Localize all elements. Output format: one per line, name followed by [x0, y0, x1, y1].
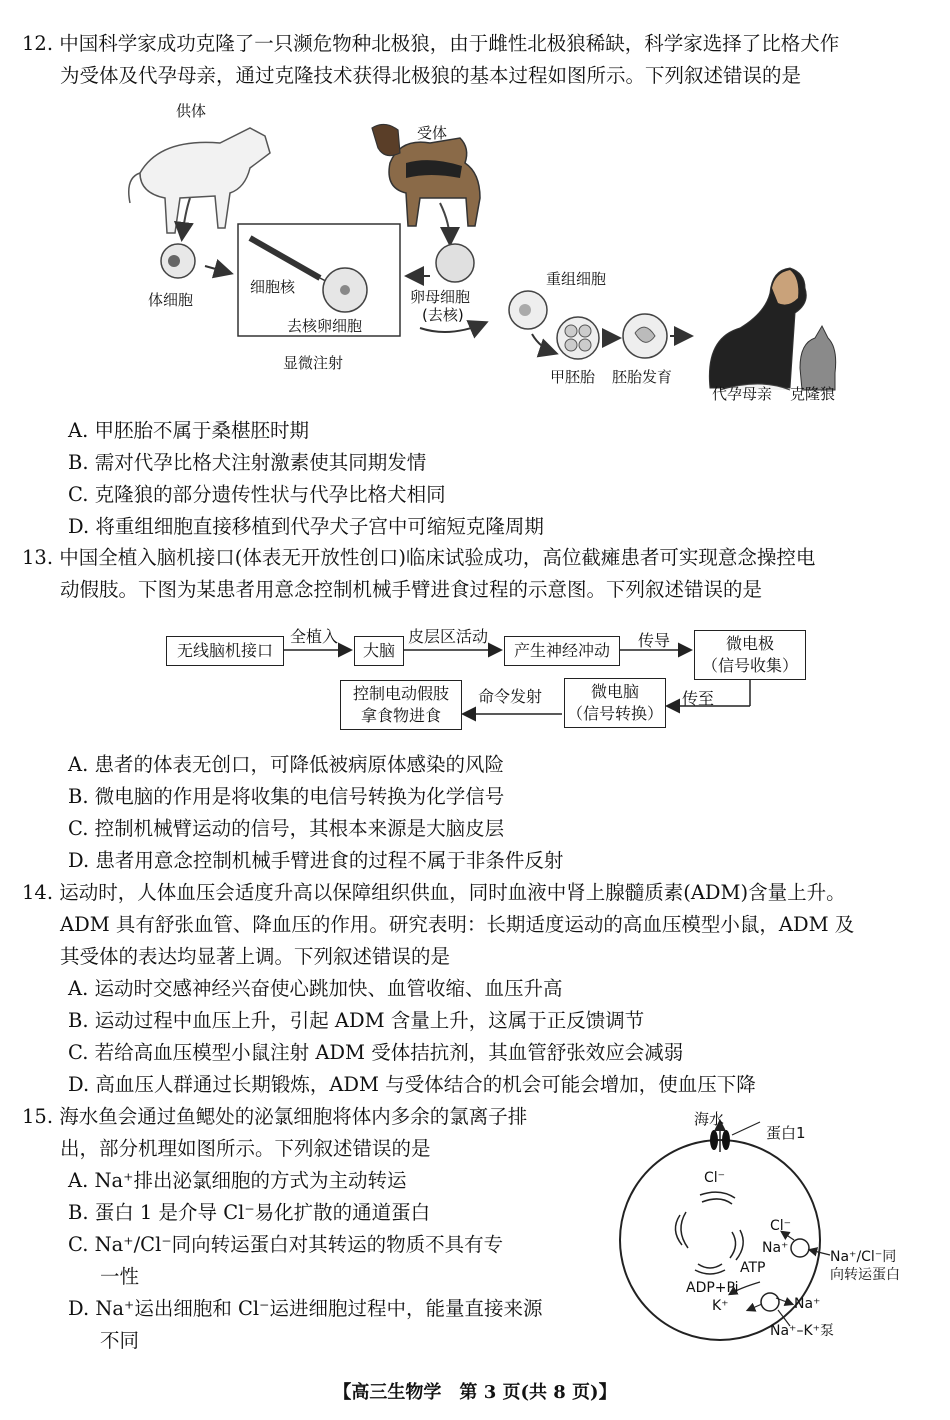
flow-box-impulse: 产生神经冲动 — [504, 636, 620, 666]
q12-option-c: C. 克隆狼的部分遗传性状与代孕比格犬相同 — [68, 483, 446, 506]
label-clone-wolf: 克隆狼 — [790, 385, 836, 403]
label-embryo-a: 甲胚胎 — [550, 368, 596, 386]
label-embryo-development: 胚胎发育 — [612, 368, 673, 386]
na-k-pump-icon — [761, 1293, 779, 1311]
label-nucleus: 细胞核 — [250, 278, 296, 296]
prosthesis-line2: 拿食物进食 — [360, 706, 441, 725]
q15-option-c-line1: C. Na⁺/Cl⁻同向转运蛋白对其转运的物质不具有专 — [68, 1233, 504, 1256]
flow-arrow-label-transmit: 传至 — [682, 689, 715, 708]
label-na-symporter: Na⁺ — [762, 1240, 789, 1256]
q12-option-d: D. 将重组细胞直接移植到代孕犬子宫中可缩短克隆周期 — [68, 515, 544, 538]
q15-option-b: B. 蛋白 1 是介导 Cl⁻易化扩散的通道蛋白 — [68, 1201, 431, 1224]
flow-box-microelectrode — [694, 630, 806, 680]
q14-option-d: D. 高血压人群通过长期锻炼，ADM 与受体结合的机会可能会增加，使血压下降 — [68, 1073, 756, 1096]
q12-figure — [100, 98, 860, 408]
flow-box-microcomputer — [564, 678, 666, 728]
label-oocyte-enucleated: (去核) — [422, 306, 464, 324]
flow-arrow-label-command: 命令发射 — [478, 687, 543, 706]
surrogate-and-clone-illustration — [709, 268, 835, 390]
prosthesis-line1: 控制电动假肢 — [352, 684, 449, 703]
q13-stem-line2: 动假肢。下图为某患者用意念控制机械手臂进食过程的示意图。下列叙述错误的是 — [60, 578, 763, 601]
label-seawater: 海水 — [694, 1110, 725, 1128]
label-surrogate-mother: 代孕母亲 — [712, 385, 773, 403]
page-footer: 【高三生物学 第 3 页(共 8 页)】 — [333, 1382, 617, 1403]
q12-stem-line1: 12. 中国科学家成功克隆了一只濒危物种北极狼，由于雌性北极狼稀缺，科学家选择了比格犬作 — [22, 32, 840, 55]
q13-option-d: D. 患者用意念控制机械手臂进食的过程不属于非条件反射 — [68, 849, 564, 872]
label-recombinant-cell: 重组细胞 — [546, 270, 607, 288]
q15-option-a: A. Na⁺排出泌氯细胞的方式为主动转运 — [68, 1169, 407, 1192]
label-na-k-pump: Na⁺–K⁺泵 — [770, 1323, 835, 1339]
microcomputer-title: 微电脑 — [590, 682, 639, 701]
label-recipient: 受体 — [417, 124, 448, 142]
label-cl-channel: Cl⁻ — [704, 1170, 726, 1186]
q15-stem-line2: 出，部分机理如图所示。下列叙述错误的是 — [60, 1137, 431, 1160]
flow-box-brain: 大脑 — [354, 636, 404, 666]
label-adp-pi: ADP+Pi — [686, 1280, 739, 1296]
q13-flowchart — [160, 620, 820, 735]
label-protein1: 蛋白1 — [766, 1124, 806, 1142]
label-somatic-cell: 体细胞 — [148, 291, 194, 309]
label-symporter-line2: 向转运蛋白 — [830, 1267, 900, 1283]
label-enucleated-egg: 去核卵细胞 — [287, 317, 363, 335]
q13-option-c: C. 控制机械臂运动的信号，其根本来源是大脑皮层 — [68, 817, 505, 840]
q14-option-c: C. 若给高血压模型小鼠注射 ADM 受体拮抗剂，其血管舒张效应会减弱 — [68, 1041, 684, 1064]
q15-option-d-line1: D. Na⁺运出细胞和 Cl⁻运进细胞过程中，能量直接来源 — [68, 1297, 543, 1320]
q15-stem-line1: 15. 海水鱼会通过鱼鳃处的泌氯细胞将体内多余的氯离子排 — [22, 1105, 528, 1128]
microelectrode-subtitle: （信号收集） — [701, 656, 798, 675]
er-organelle-icon — [675, 1192, 743, 1274]
label-donor: 供体 — [176, 102, 207, 120]
flow-arrow-label-implant: 全植入 — [290, 627, 339, 646]
label-na-pump: Na⁺ — [794, 1296, 821, 1312]
flow-arrow-label-conduct: 传导 — [638, 631, 671, 650]
q13-option-b: B. 微电脑的作用是将收集的电信号转换为化学信号 — [68, 785, 505, 808]
symporter-icon — [791, 1239, 809, 1257]
label-oocyte: 卵母细胞 — [410, 288, 471, 306]
q14-stem-line2: ADM 具有舒张血管、降血压的作用。研究表明：长期适度运动的高血压模型小鼠，ADM 及 — [60, 913, 855, 936]
q14-stem-line1: 14. 运动时，人体血压会适度升高以保障组织供血，同时血液中肾上腺髓质素(ADM)含量上升。 — [22, 881, 846, 904]
q15-option-d-line2: 不同 — [100, 1329, 140, 1352]
q12-option-a: A. 甲胚胎不属于桑椹胚时期 — [68, 419, 309, 442]
q14-option-b: B. 运动过程中血压上升，引起 ADM 含量上升，这属于正反馈调节 — [68, 1009, 645, 1032]
q15-figure — [610, 1100, 930, 1345]
label-symporter-line1: Na⁺/Cl⁻同 — [830, 1249, 897, 1265]
label-cl-symporter: Cl⁻ — [770, 1218, 792, 1234]
cloning-diagram — [100, 98, 860, 408]
wolf-illustration — [129, 128, 270, 233]
flow-box-prosthesis — [340, 680, 462, 730]
q15-option-c-line2: 一性 — [100, 1265, 140, 1288]
oocyte-icon — [436, 244, 474, 282]
q14-option-a: A. 运动时交感神经兴奋使心跳加快、血管收缩、血压升高 — [68, 977, 563, 1000]
microcomputer-subtitle: （信号转换） — [566, 704, 663, 723]
q14-stem-line3: 其受体的表达均显著上调。下列叙述错误的是 — [60, 945, 451, 968]
q13-option-a: A. 患者的体表无创口，可降低被病原体感染的风险 — [68, 753, 504, 776]
q12-stem-line2: 为受体及代孕母亲，通过克隆技术获得北极狼的基本过程如图所示。下列叙述错误的是 — [60, 64, 802, 87]
embryo-a-icon — [557, 317, 599, 359]
microelectrode-title: 微电极 — [725, 634, 774, 653]
label-microinjection: 显微注射 — [283, 354, 344, 372]
q12-option-b: B. 需对代孕比格犬注射激素使其同期发情 — [68, 451, 427, 474]
flow-arrow-label-cortex: 皮层区活动 — [408, 627, 489, 646]
q13-stem-line1: 13. 中国全植入脑机接口(体表无开放性创口)临床试验成功，高位截瘫患者可实现意念操控电 — [22, 546, 816, 569]
label-k: K⁺ — [712, 1298, 729, 1314]
flow-box-bci: 无线脑机接口 — [166, 636, 284, 666]
label-atp: ATP — [740, 1260, 766, 1276]
